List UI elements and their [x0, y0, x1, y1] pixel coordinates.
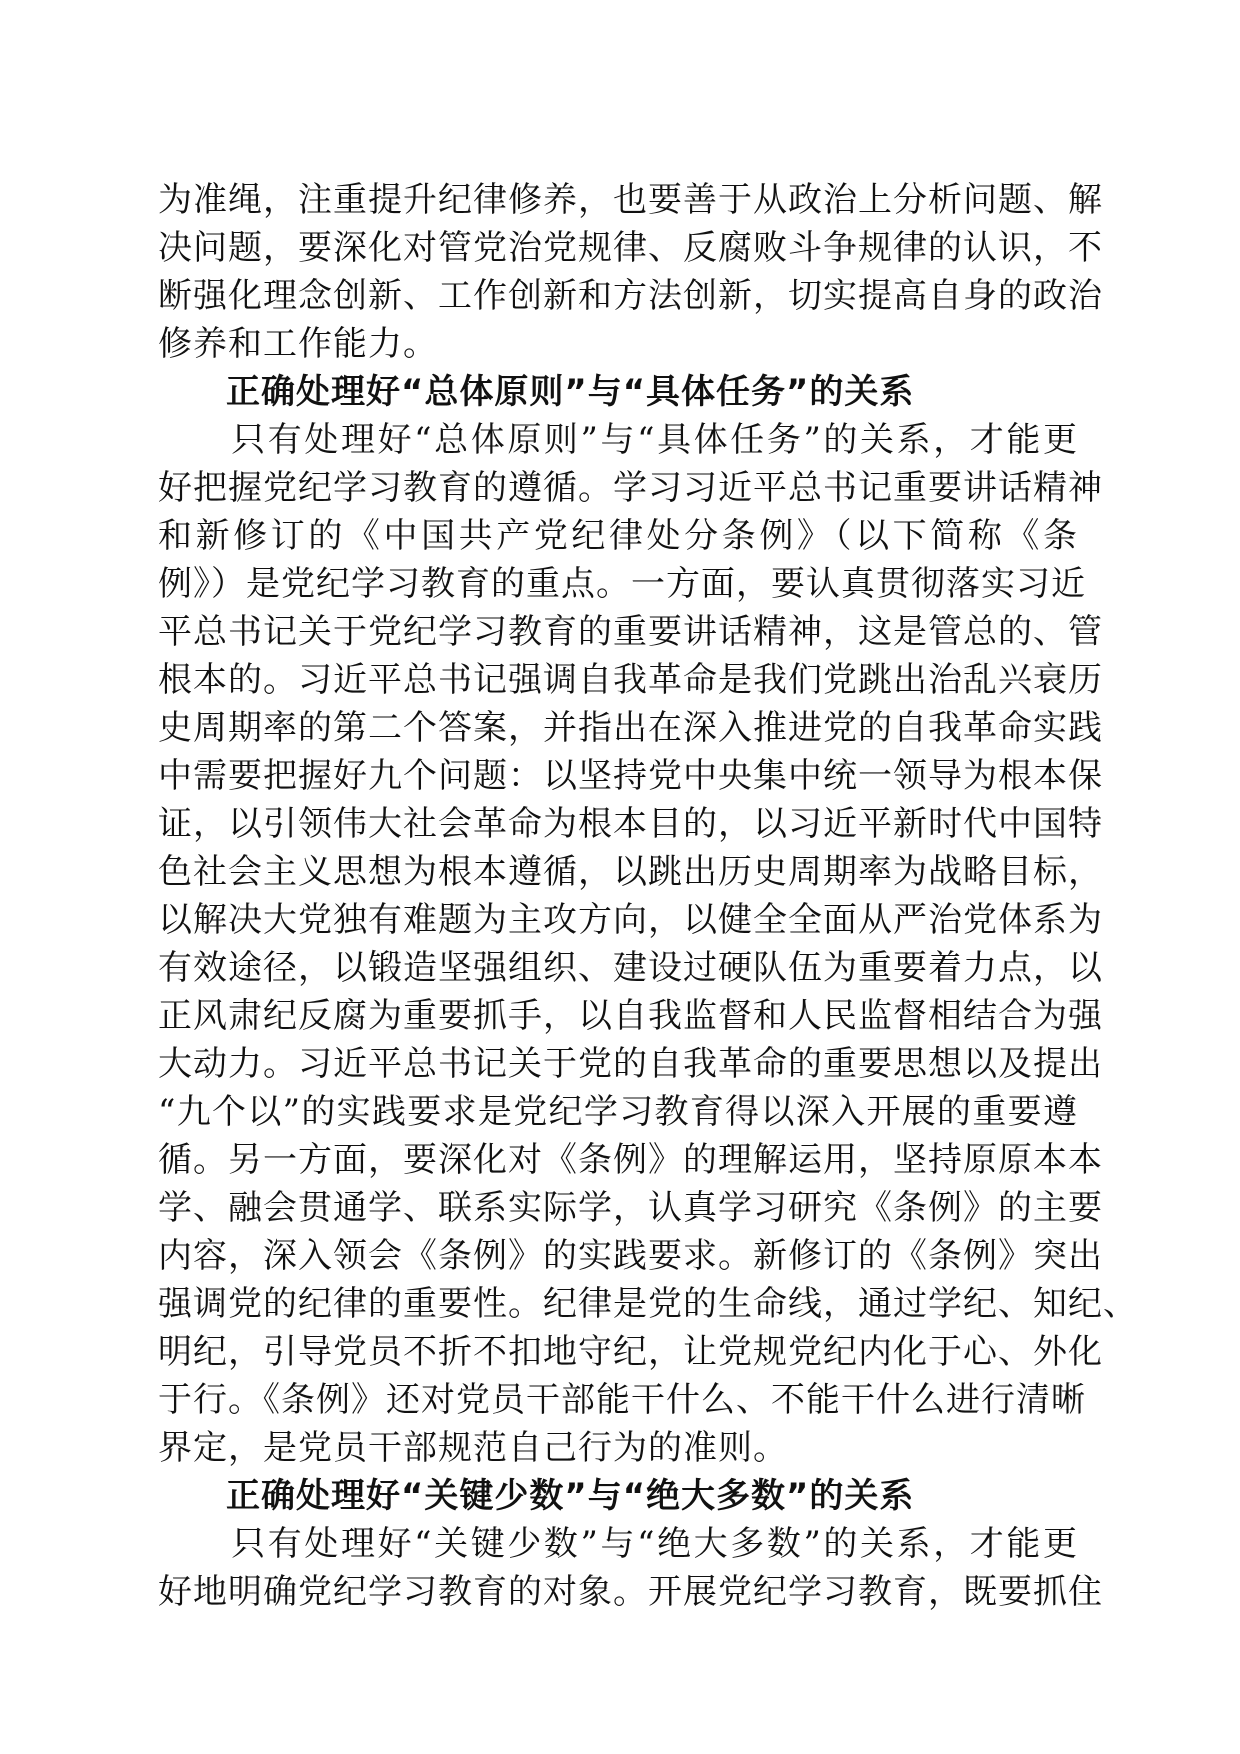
paragraph-line: 界定，是党员干部规范自己行为的准则。: [158, 1428, 788, 1468]
paragraph-line: 于行。《条例》还对党员干部能干什么、不能干什么进行清晰: [158, 1380, 1086, 1420]
paragraph-line: 决问题，要深化对管党治党规律、反腐败斗争规律的认识，不: [158, 228, 1103, 268]
paragraph-line: 明纪，引导党员不折不扣地守纪，让党规党纪内化于心、外化: [158, 1332, 1103, 1372]
paragraph-line: 有效途径，以锻造坚强组织、建设过硬队伍为重要着力点，以: [158, 948, 1103, 988]
paragraph-line: 为准绳，注重提升纪律修养，也要善于从政治上分析问题、解: [158, 180, 1103, 220]
section-heading-1: 正确处理好“总体原则”与“具体任务”的关系: [226, 372, 915, 412]
paragraph-line: 大动力。习近平总书记关于党的自我革命的重要思想以及提出: [158, 1044, 1103, 1084]
paragraph-line: 只有处理好“总体原则”与“具体任务”的关系，才能更: [158, 420, 1078, 460]
paragraph-line: 断强化理念创新、工作创新和方法创新，切实提高自身的政治: [158, 276, 1103, 316]
paragraph-line: 平总书记关于党纪学习教育的重要讲话精神，这是管总的、管: [158, 612, 1103, 652]
paragraph-line: 强调党的纪律的重要性。纪律是党的生命线，通过学纪、知纪、: [158, 1284, 1138, 1324]
paragraph-line: 好把握党纪学习教育的遵循。学习习近平总书记重要讲话精神: [158, 468, 1103, 508]
paragraph-line: 正风肃纪反腐为重要抓手，以自我监督和人民监督相结合为强: [158, 996, 1103, 1036]
paragraph-line: 证，以引领伟大社会革命为根本目的，以习近平新时代中国特: [158, 804, 1103, 844]
paragraph-line: 只有处理好“关键少数”与“绝大多数”的关系，才能更: [158, 1524, 1078, 1564]
paragraph-line: 循。另一方面，要深化对《条例》的理解运用，坚持原原本本: [158, 1140, 1103, 1180]
paragraph-line: 和新修订的《中国共产党纪律处分条例》（以下简称《条: [158, 516, 1078, 556]
paragraph-line: 色社会主义思想为根本遵循，以跳出历史周期率为战略目标，: [158, 852, 1103, 892]
paragraph-line: 例》）是党纪学习教育的重点。一方面，要认真贯彻落实习近: [158, 564, 1086, 604]
paragraph-line: 修养和工作能力。: [158, 324, 438, 364]
paragraph-line: 内容，深入领会《条例》的实践要求。新修订的《条例》突出: [158, 1236, 1103, 1276]
paragraph-line: 中需要把握好九个问题：以坚持党中央集中统一领导为根本保: [158, 756, 1103, 796]
paragraph-line: 学、融会贯通学、联系实际学，认真学习研究《条例》的主要: [158, 1188, 1103, 1228]
paragraph-line: 好地明确党纪学习教育的对象。开展党纪学习教育，既要抓住: [158, 1572, 1103, 1612]
section-heading-2: 正确处理好“关键少数”与“绝大多数”的关系: [226, 1476, 915, 1516]
paragraph-line: 史周期率的第二个答案，并指出在深入推进党的自我革命实践: [158, 708, 1103, 748]
paragraph-line: 以解决大党独有难题为主攻方向，以健全全面从严治党体系为: [158, 900, 1103, 940]
paragraph-line: 根本的。习近平总书记强调自我革命是我们党跳出治乱兴衰历: [158, 660, 1103, 700]
paragraph-line: “九个以”的实践要求是党纪学习教育得以深入开展的重要遵: [158, 1092, 1078, 1132]
